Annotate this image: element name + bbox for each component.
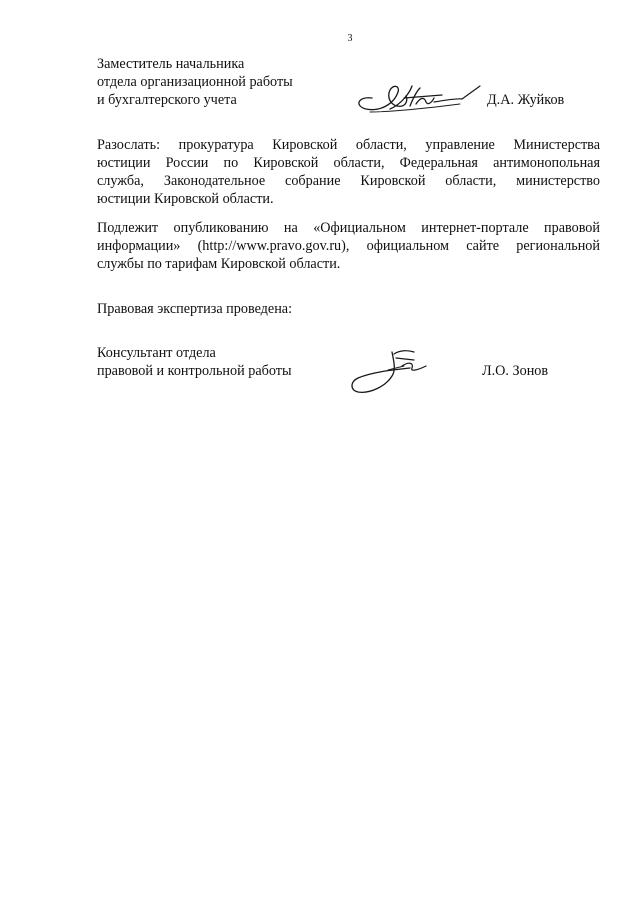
signatory-2-position-line: Консультант отдела [97,345,216,361]
distribution-line: Разослать: прокуратура Кировской области, управление Министерства [97,137,600,153]
signature-2-image [348,344,438,398]
signatory-1-position-line: отдела организационной работы [97,74,293,90]
page-number: 3 [347,33,353,44]
publication-line: Подлежит опубликованию на «Официальном интернет-портале правовой [97,220,600,236]
signatory-1-name: Д.А. Жуйков [487,92,565,108]
signature-1-image [350,78,485,118]
distribution-paragraph [97,136,600,208]
publication-line: службы по тарифам Кировской области. [97,256,341,272]
signatory-1-position [97,55,357,109]
signatory-1-position-line: и бухгалтерского учета [97,92,237,108]
legal-review-text: Правовая экспертиза проведена: [97,301,293,317]
publication-line: информации» (http://www.pravo.gov.ru), официальном сайте региональной [97,238,600,254]
signatory-2-name: Л.О. Зонов [482,363,549,379]
publication-paragraph [97,219,600,273]
signatory-2-position [97,344,357,380]
legal-review-note [97,300,497,318]
distribution-line: юстиции Кировской области. [97,191,274,207]
signatory-2-position-line: правовой и контрольной работы [97,363,292,379]
distribution-line: юстиции России по Кировской области, Федеральная антимонопольная [97,155,600,171]
signature-2-drawing [348,344,438,398]
distribution-line: служба, Законодательное собрание Кировской области, министерство [97,173,600,189]
signatory-1-position-line: Заместитель начальника [97,56,245,72]
signature-1-drawing [350,78,485,118]
